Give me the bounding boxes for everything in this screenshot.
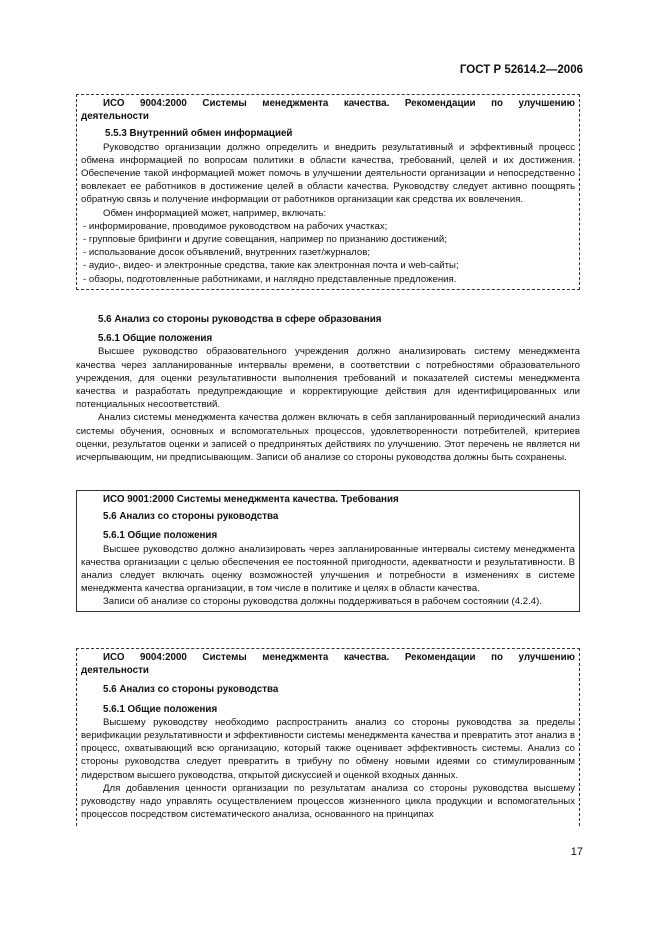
box3-title: ИСО 9004:2000 Системы менеджмента качества. Рекомендации по улучшению деятельности	[81, 652, 575, 677]
box2-title: ИСО 9001:2000 Системы менеджмента качества. Требования	[103, 494, 399, 505]
iso9004-quote-box-2	[76, 648, 580, 826]
list-item: - информирование, проводимое руководством на рабочих участках;	[83, 220, 388, 232]
box1-section-heading: 5.5.3 Внутренний обмен информацией	[105, 128, 293, 140]
box1-paragraph: Руководство организации должно определить и внедрить результативный и эффективный процесс обмена информацией по вопросам политики в области качества, требований, целей и их достижения. Обеспечение такой информацией может помочь в улучшении деятельности организации и непосредственно вовлекает ее работников в достижение целей в области качества. Руководству следует активно поощрять обратную связь и получение информации от работников организации как средства их вовлечения.	[81, 141, 575, 206]
list-item: - использование досок объявлений, внутренних газет/журналов;	[83, 247, 370, 259]
main-sub-heading: 5.6.1 Общие положения	[98, 333, 213, 345]
standard-id-header: ГОСТ Р 52614.2—2006	[459, 64, 583, 76]
box3-paragraph-1: Высшему руководству необходимо распространить анализ со стороны руководства за пределы верификации результативности и эффективности системы менеджмента качества и превратить этот анализ в процесс, охватывающий всю организацию, который также оценивает эффективность системы. Анализ со стороны руководства следует превратить в трибуну по обмену новыми идеями со стимулированным лидерством высшего руководства, открытой дискуссией и оценкой входных данных.	[81, 716, 575, 781]
main-section	[76, 313, 580, 464]
box3-sub-heading: 5.6.1 Общие положения	[103, 703, 218, 715]
list-item: - групповые брифинги и другие совещания, например по признанию достижений;	[83, 234, 447, 246]
box2-paragraph-2: Записи об анализе со стороны руководства должны поддерживаться в рабочем состоянии (4.2.4).	[103, 596, 542, 608]
main-section-heading: 5.6 Анализ со стороны руководства в сфере образования	[98, 314, 382, 325]
box1-list-intro: Обмен информацией может, например, включать:	[103, 207, 327, 219]
main-paragraph-2: Анализ системы менеджмента качества должен включать в себя запланированный периодический анализ системы обучения, основных и вспомогательных процессов, удовлетворенности потребителей, критериев оценки, результатов оценки и записей о предпринятых действиях по улучшению. Этот перечень не является ни исчерпывающим, ни предписывающим. Записи об анализе со стороны руководства должны быть сохранены.	[76, 412, 580, 464]
box1-title: ИСО 9004:2000 Системы менеджмента качества. Рекомендации по улучшению деятельности	[81, 98, 575, 123]
iso9004-quote-box-1	[76, 94, 580, 290]
box3-section-heading: 5.6 Анализ со стороны руководства	[103, 684, 279, 696]
page-number: 17	[570, 846, 583, 858]
list-item: - обзоры, подготовленные работниками, и наглядно представленные предложения.	[83, 273, 457, 285]
main-paragraph-1: Высшее руководство образовательного учреждения должно анализировать систему менеджмента качества через запланированные интервалы времени, в соответствии с потребностями образовательного учреждения, для оценки результативности выполнения требований и показателей системы менеджмента качества и разработать предупреждающие и корректирующие действия для идентифицированных или потенциальных несоответствий.	[76, 346, 580, 411]
box3-paragraph-2: Для добавления ценности организации по результатам анализа со стороны руководства высшему руководству надо управлять осуществлением процессов жизненного цикла продукции и вспомогательных процессов посредством систематического анализа, основанного на принципах	[81, 782, 575, 821]
box2-section-heading: 5.6 Анализ со стороны руководства	[103, 511, 279, 523]
iso9001-quote-box	[76, 490, 580, 612]
box2-paragraph-1: Высшее руководство должно анализировать через запланированные интервалы систему менеджмента качества организации с целью обеспечения ее постоянной пригодности, адекватности и результативности. В анализ следует включать оценку возможностей улучшения и потребности в изменениях в системе менеджмента качества организации, в том числе в политике и целях в области качества.	[81, 543, 575, 595]
box2-sub-heading: 5.6.1 Общие положения	[103, 530, 218, 542]
list-item: - аудио-, видео- и электронные средства, такие как электронная почта и web-сайты;	[83, 260, 459, 272]
